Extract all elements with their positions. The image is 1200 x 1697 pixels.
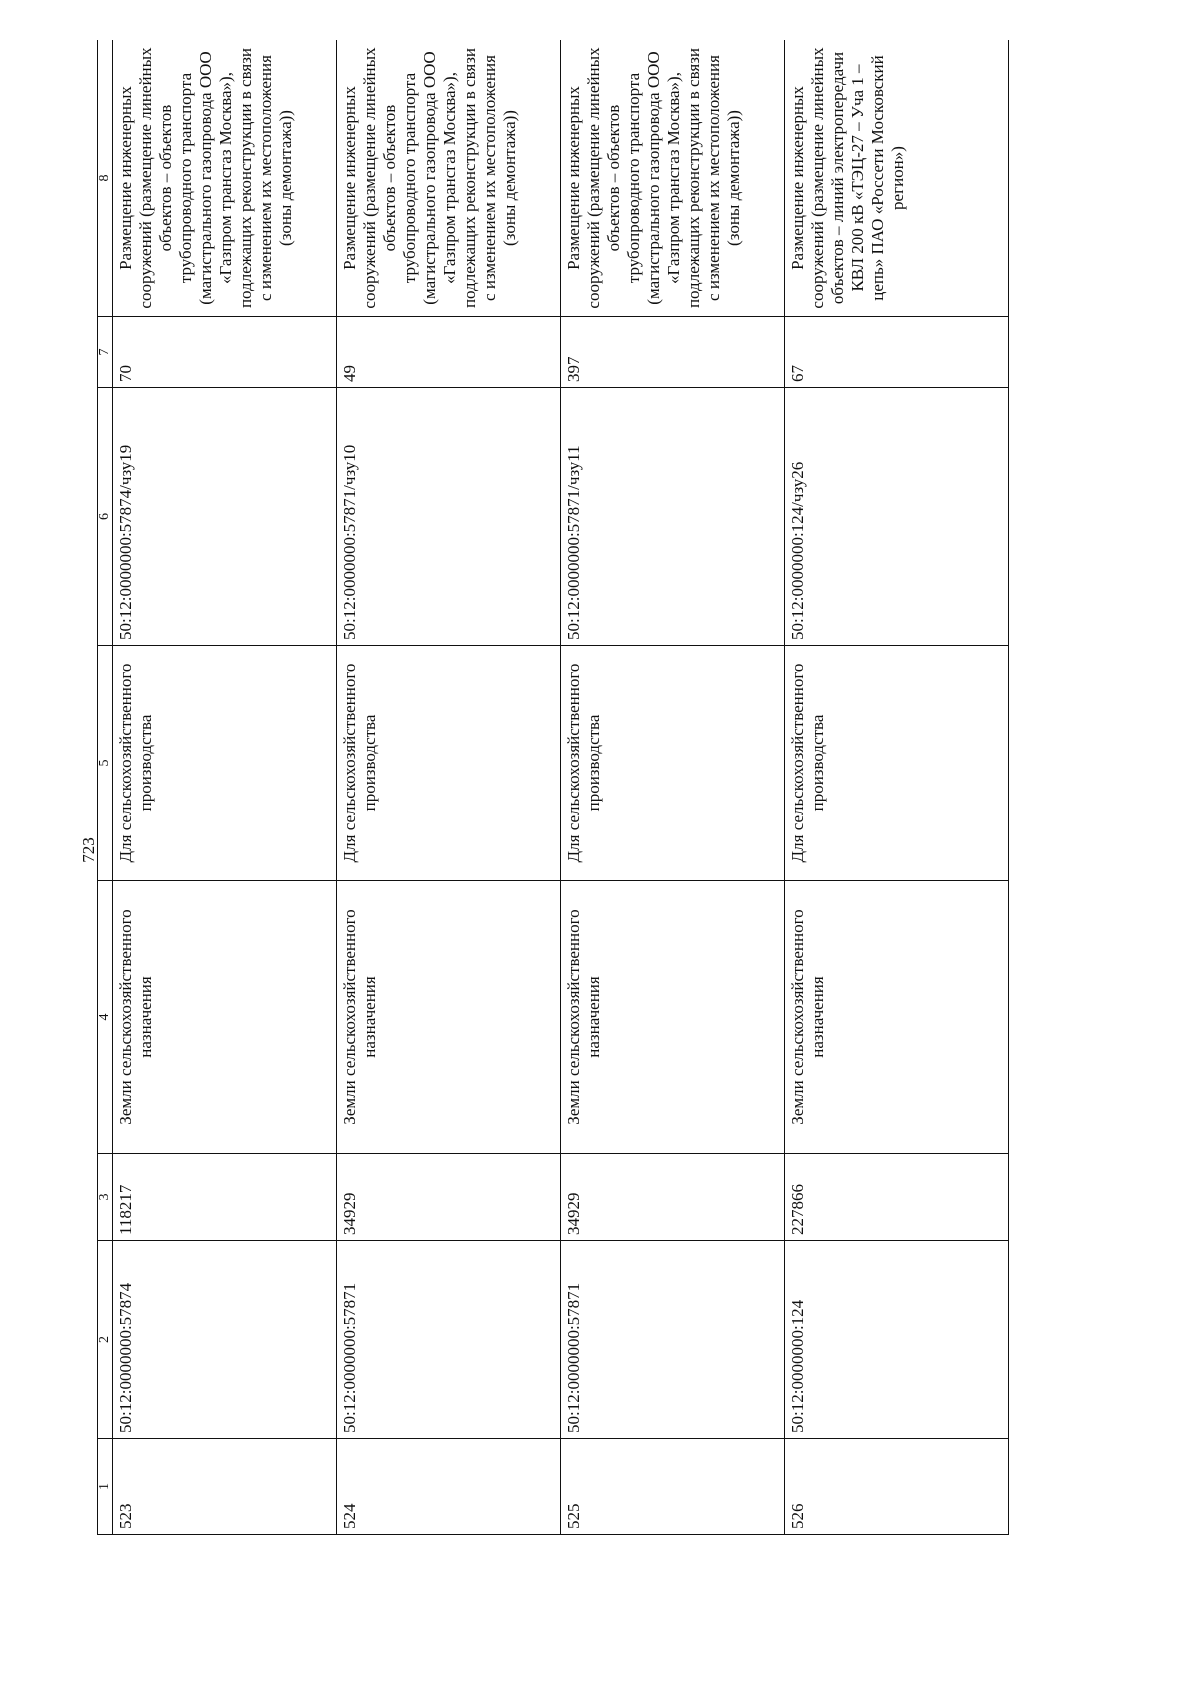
- column-header: 3: [98, 1154, 113, 1241]
- part-area: 49: [337, 317, 561, 388]
- permitted-use: Для сельскохозяйственного производства: [337, 646, 561, 881]
- land-category: Земли сельскохозяйственного назначения: [113, 881, 337, 1154]
- column-header: 7: [98, 317, 113, 388]
- part-area: 67: [785, 317, 1009, 388]
- plot-area: 118217: [113, 1154, 337, 1241]
- column-header: 8: [98, 40, 113, 317]
- part-area: 70: [113, 317, 337, 388]
- land-category: Земли сельскохозяйственного назначения: [785, 881, 1009, 1154]
- permitted-use: Для сельскохозяйственного производства: [113, 646, 337, 881]
- row-number: 526: [785, 1439, 1009, 1535]
- plot-area: 34929: [337, 1154, 561, 1241]
- plot-area: 34929: [561, 1154, 785, 1241]
- page-number: 723: [79, 837, 98, 863]
- column-header: 6: [98, 388, 113, 646]
- table-row: [561, 40, 785, 1535]
- plot-part-number: 50:12:0000000:57871/чзу10: [337, 388, 561, 646]
- permitted-use: Для сельскохозяйственного производства: [561, 646, 785, 881]
- cadastral-number: 50:12:0000000:57871: [561, 1241, 785, 1439]
- land-plots-table-container: [97, 40, 1009, 1535]
- cadastral-number: 50:12:0000000:124: [785, 1241, 1009, 1439]
- row-number: 525: [561, 1439, 785, 1535]
- table-row: [113, 40, 337, 1535]
- table-row: [337, 40, 561, 1535]
- header-row: [98, 40, 113, 1535]
- part-area: 397: [561, 317, 785, 388]
- plot-part-number: 50:12:0000000:57871/чзу11: [561, 388, 785, 646]
- permitted-use: Для сельскохозяйственного производства: [785, 646, 1009, 881]
- column-header: 1: [98, 1439, 113, 1535]
- plot-part-number: 50:12:0000000:57874/чзу19: [113, 388, 337, 646]
- purpose: Размещение инженерных сооружений (размещение линейных объектов – объектов трубопроводного транспорта (магистрального газопровода ООО «Газпром трансгаз Москва»), подлежащих реконструкции в связи с изменением их местоположения (зоны демонтажа)): [561, 40, 785, 317]
- column-header: 2: [98, 1241, 113, 1439]
- column-header: 5: [98, 646, 113, 881]
- plot-area: 227866: [785, 1154, 1009, 1241]
- table-row: [785, 40, 1009, 1535]
- cadastral-number: 50:12:0000000:57874: [113, 1241, 337, 1439]
- land-category: Земли сельскохозяйственного назначения: [561, 881, 785, 1154]
- row-number: 524: [337, 1439, 561, 1535]
- land-plots-table: [97, 40, 1009, 1535]
- column-header: 4: [98, 881, 113, 1154]
- purpose: Размещение инженерных сооружений (размещение линейных объектов – объектов трубопроводного транспорта (магистрального газопровода ООО «Газпром трансгаз Москва»), подлежащих реконструкции в связи с изменением их местоположения (зоны демонтажа)): [337, 40, 561, 317]
- land-category: Земли сельскохозяйственного назначения: [337, 881, 561, 1154]
- cadastral-number: 50:12:0000000:57871: [337, 1241, 561, 1439]
- purpose: Размещение инженерных сооружений (размещение линейных объектов – линий электропередачи КВЛ 200 кВ «ТЭЦ-27 – Уча 1 – цепь» ПАО «Россети Московский регион»): [785, 40, 1009, 317]
- row-number: 523: [113, 1439, 337, 1535]
- plot-part-number: 50:12:0000000:124/чзу26: [785, 388, 1009, 646]
- purpose: Размещение инженерных сооружений (размещение линейных объектов – объектов трубопроводного транспорта (магистрального газопровода ООО «Газпром трансгаз Москва»), подлежащих реконструкции в связи с изменением их местоположения (зоны демонтажа)): [113, 40, 337, 317]
